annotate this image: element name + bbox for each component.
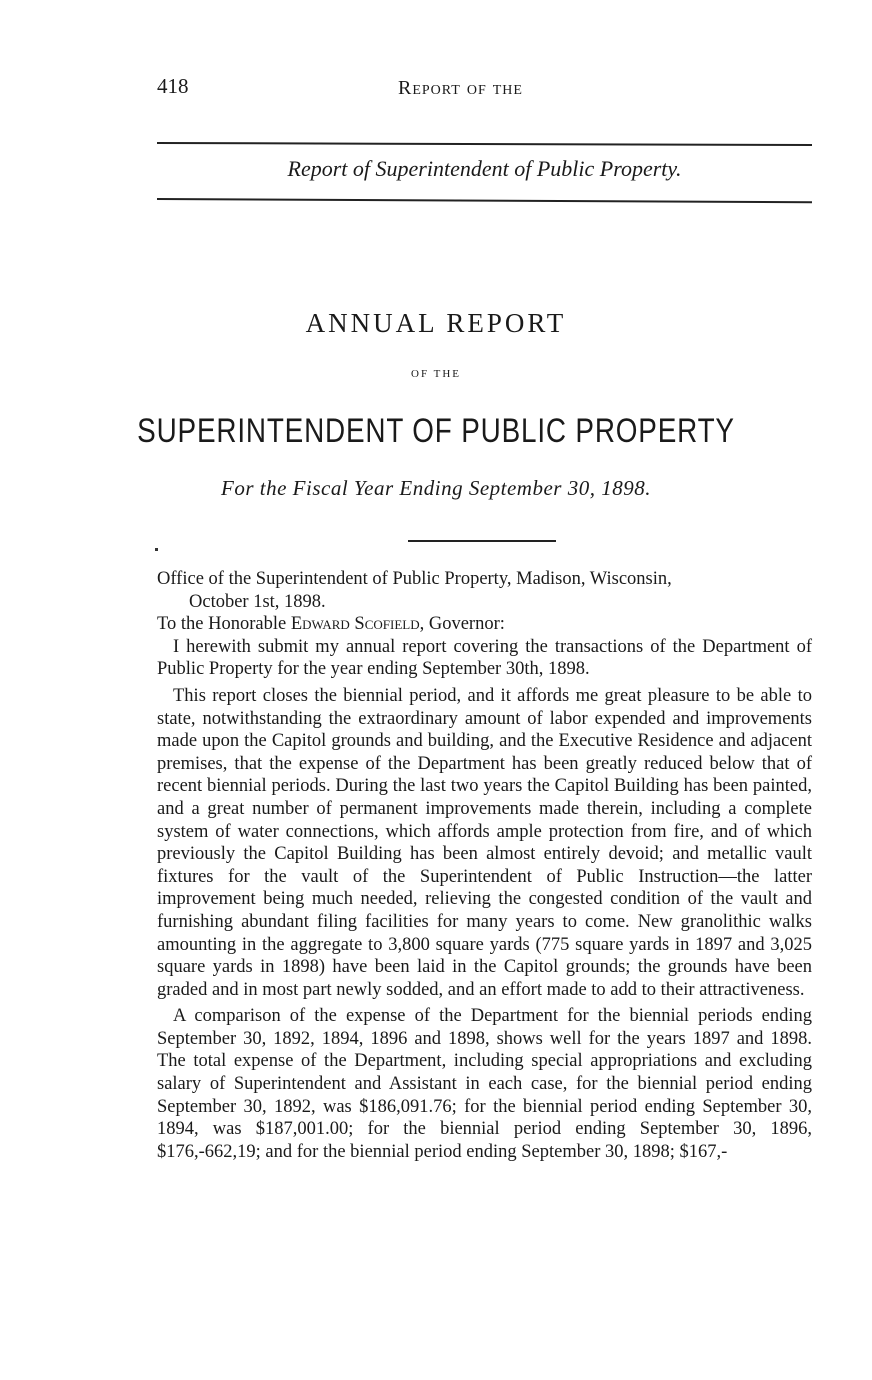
paragraph: This report closes the biennial period, and it affords me great pleasure to be able to state, notwithstanding the extraordinary amount of labor expended and improvements made upon the Capitol grounds and building, and the Executive Residence and adjacent premises, that the expense of the Department has been greatly reduced below that of recent biennial periods. During the last two years the Capitol Building has been painted, and a great number of permanent improvements made therein, including a complete system of water connections, which affords ample protection from fire, and of which previously the Capitol Building has been almost entirely devoid; and metallic vault fixtures for the vault of the Superintendent of Public Instruction—the latter improvement being much needed, relieving the congested condition of the vault and furnishing abundant filing facilities for many years to come. New granolithic walks amounting in the aggregate to 3,800 square yards (775 square yards in 1897 and 3,025 square yards in 1898) have been laid in the Capitol grounds; the grounds have been graded and in most part newly sodded, and an effort made to add to their attractiveness. [157,685,812,1000]
running-head: Report of the [398,77,523,99]
office-line: Office of the Superintendent of Public Property, Madison, Wisconsin, [157,569,672,589]
fiscal-year-subtitle: For the Fiscal Year Ending September 30, 1898. [221,476,651,500]
salutation [157,613,812,636]
salutation-prefix: To the Honorable [157,614,291,635]
section-title: Report of Superintendent of Public Property. [287,156,682,181]
salutation-suffix: , Governor: [419,614,505,635]
governor-name: Edward Scofield [290,614,420,635]
annual-report-heading: ANNUAL REPORT [305,308,567,338]
main-title: SUPERINTENDENT OF PUBLIC PROPERTY [137,412,735,450]
date-line: October 1st, 1898. [189,591,326,612]
short-divider [408,540,556,542]
top-rule [157,142,812,146]
print-speck [155,548,158,551]
page-number: 418 [157,74,189,98]
of-the-heading: OF THE [411,368,461,380]
letter-body [157,568,812,1163]
paragraph: I herewith submit my annual report covering the transactions of the Department of Public Property for the year ending September 30th, 1898. [157,636,812,680]
paragraph: A comparison of the expense of the Department for the biennial periods ending September 30, 1892, 1894, 1896 and 1898, shows well for the years 1897 and 1898. The total expense of the Department, including special appropriations and excluding salary of Superintendent and Assistant in each case, for the biennial period ending September 30, 1892, was $186,091.76; for the biennial period ending September 30, 1894, was $187,001.00; for the biennial period ending September 30, 1896, $176,-662,19; and for the biennial period ending September 30, 1898; $167,- [157,1006,812,1162]
bottom-rule [157,198,812,203]
